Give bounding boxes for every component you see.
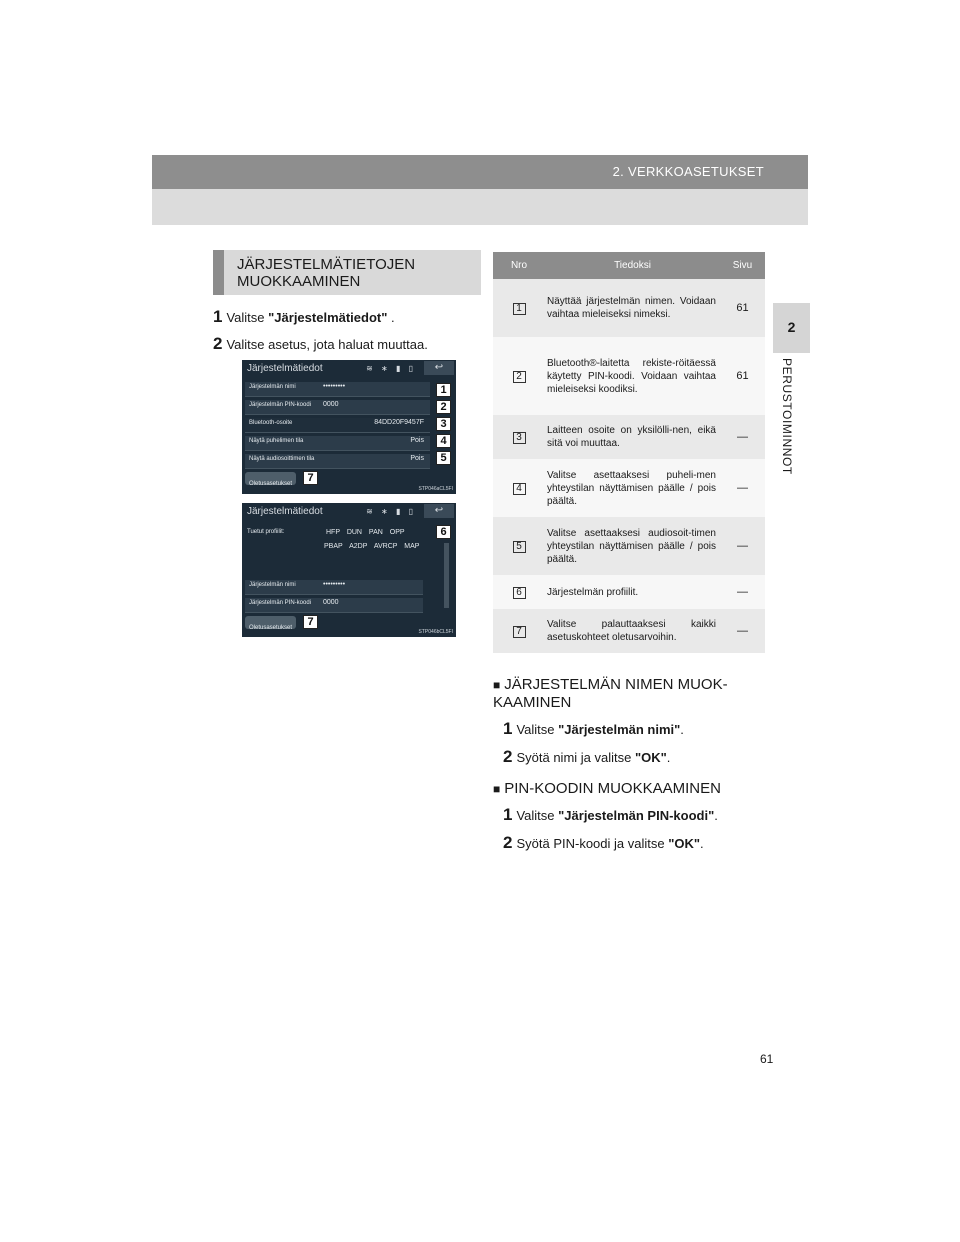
- row-value: 0000: [323, 401, 339, 408]
- row-description: Valitse asettaaksesi puheli-men yhteystilan näyttämisen päälle / pois päältä.: [545, 459, 720, 517]
- row-page: —: [720, 609, 765, 653]
- chapter-title: 2. VERKKOASETUKSET: [612, 164, 764, 179]
- row-label: Näytä audiosoittimen tila: [249, 456, 315, 462]
- section-heading-box: [213, 250, 481, 295]
- row-bluetooth-address: [245, 418, 430, 433]
- row-phone-status[interactable]: [245, 436, 430, 451]
- step-number: 1: [503, 719, 513, 738]
- reset-defaults-button[interactable]: [245, 472, 296, 485]
- step-quoted: "Järjestelmän nimi": [558, 722, 681, 737]
- step-number: 2: [503, 833, 513, 852]
- step-text: Syötä PIN-koodi ja valitse: [516, 836, 669, 851]
- table-header-row: [493, 252, 765, 279]
- subsection-title: PIN-KOODIN MUOKKAAMINEN: [504, 780, 721, 797]
- row-value: Pois: [410, 437, 424, 444]
- figure-code: STP046bCL5FI: [418, 629, 453, 635]
- step-text: Valitse: [516, 808, 559, 823]
- step-1: [213, 307, 395, 327]
- row-page: 61: [720, 279, 765, 337]
- row-value: 84DD20F9457F: [374, 419, 424, 426]
- row-number: 1: [513, 303, 526, 315]
- row-label: Näytä puhelimen tila: [249, 438, 304, 444]
- section-accent-bar: [213, 250, 224, 295]
- row-description: Valitse asettaaksesi audiosoit-timen yhteystilan näyttämisen päälle / pois päältä.: [545, 517, 720, 575]
- scrollbar[interactable]: [444, 543, 449, 608]
- callout-4: 4: [436, 434, 451, 448]
- step-number: 1: [503, 805, 513, 824]
- row-description: Laitteen osoite on yksilölli-nen, eikä sitä voi muuttaa.: [545, 415, 720, 459]
- subsection-title: JÄRJESTELMÄN NIMEN MUOK-KAAMINEN: [493, 676, 728, 711]
- row-number: 4: [513, 483, 526, 495]
- chapter-tab: [773, 303, 810, 353]
- legend-table: [493, 252, 765, 653]
- reset-defaults-label: Oletusasetukset: [249, 625, 293, 631]
- row-label: Järjestelmän nimi: [249, 582, 296, 588]
- square-bullet-icon: ■: [493, 678, 501, 692]
- screenshot-system-info-2: [242, 503, 456, 637]
- profiles-row-1: HFP DUN PAN OPP: [326, 529, 405, 536]
- row-page: —: [720, 517, 765, 575]
- page-number: 61: [760, 1052, 774, 1066]
- row-label: Järjestelmän nimi: [249, 384, 296, 390]
- screenshot-system-info-1: [242, 360, 456, 494]
- step-2: [213, 334, 428, 354]
- callout-3: 3: [436, 417, 451, 431]
- callout-7: 7: [303, 615, 318, 629]
- step-suffix: .: [680, 722, 684, 737]
- callout-2: 2: [436, 400, 451, 414]
- row-description: Järjestelmän profiilit.: [545, 575, 720, 609]
- header-page: Sivu: [720, 252, 765, 279]
- row-audio-status[interactable]: [245, 454, 430, 469]
- status-icons: ≋ ∗ ▮ ▯: [366, 507, 416, 516]
- callout-7: 7: [303, 471, 318, 485]
- step-suffix: .: [714, 808, 718, 823]
- row-number: 6: [513, 587, 526, 599]
- row-description: Näyttää järjestelmän nimen. Voidaan vaihtaa mieleiseksi nimeksi.: [545, 279, 720, 337]
- callout-5: 5: [436, 451, 451, 465]
- chapter-tab-number: 2: [787, 319, 796, 335]
- row-page: —: [720, 575, 765, 609]
- row-system-pin[interactable]: [245, 400, 430, 415]
- step-text: Valitse: [226, 310, 269, 325]
- row-value: Pois: [410, 455, 424, 462]
- step-text: Valitse: [516, 722, 559, 737]
- table-row: [493, 459, 765, 517]
- row-number: 5: [513, 541, 526, 553]
- table-row: [493, 575, 765, 609]
- section-title: JÄRJESTELMÄTIETOJEN MUOKKAAMINEN: [237, 256, 416, 290]
- callout-6: 6: [436, 525, 451, 539]
- step-number: 2: [503, 747, 513, 766]
- back-arrow-icon[interactable]: ↩: [424, 504, 454, 518]
- row-system-name[interactable]: [245, 580, 423, 595]
- row-number: 7: [513, 626, 526, 638]
- step-number: 2: [213, 334, 223, 353]
- pin-step-2: [503, 833, 704, 853]
- table-row: [493, 279, 765, 337]
- step-number: 1: [213, 307, 223, 326]
- step-text: Valitse asetus, jota haluat muuttaa.: [226, 337, 428, 352]
- row-description: Bluetooth®-laitetta rekiste-röitäessä käytetty PIN-koodi. Voidaan vaihtaa mieleiseksi koodiksi.: [545, 337, 720, 415]
- header-info: Tiedoksi: [545, 252, 720, 279]
- figure-code: STP046aCL5FI: [418, 486, 453, 492]
- row-label: Bluetooth-osoite: [249, 420, 293, 426]
- chapter-tab-label: PERUSTOIMINNOT: [780, 358, 794, 475]
- table-row: [493, 415, 765, 459]
- reset-defaults-label: Oletusasetukset: [249, 481, 293, 487]
- row-description: Valitse palauttaaksesi kaikki asetuskohteet oletusarvoihin.: [545, 609, 720, 653]
- profiles-label: Tuetut profiilit:: [247, 529, 285, 535]
- step-suffix: .: [666, 750, 671, 765]
- row-page: —: [720, 459, 765, 517]
- step-quoted: "OK": [668, 836, 701, 851]
- step-quoted: "OK": [634, 750, 667, 765]
- row-value: •••••••••: [323, 581, 346, 588]
- row-label: Järjestelmän PIN-koodi: [249, 402, 312, 408]
- row-value: 0000: [323, 599, 339, 606]
- step-quoted: "Järjestelmän PIN-koodi": [558, 808, 715, 823]
- profiles-row-2: PBAP A2DP AVRCP MAP: [324, 543, 420, 550]
- pin-step-1: [503, 805, 718, 825]
- row-value: •••••••••: [323, 383, 346, 390]
- table-row: [493, 517, 765, 575]
- step-quoted: "Järjestelmätiedot": [268, 310, 388, 325]
- subsection-name-heading: [493, 676, 773, 712]
- status-icons: ≋ ∗ ▮ ▯: [366, 364, 416, 373]
- row-page: —: [720, 415, 765, 459]
- header-no: Nro: [493, 252, 545, 279]
- name-step-2: [503, 747, 670, 767]
- header-sub-bar: [152, 189, 808, 225]
- callout-1: 1: [436, 383, 451, 397]
- back-arrow-icon[interactable]: ↩: [424, 361, 454, 375]
- row-label: Järjestelmän PIN-koodi: [249, 600, 312, 606]
- row-number: 3: [513, 432, 526, 444]
- row-system-name[interactable]: [245, 382, 430, 397]
- chapter-header-bar: [152, 155, 808, 189]
- square-bullet-icon: ■: [493, 782, 501, 796]
- step-text: Syötä nimi ja valitse: [516, 750, 635, 765]
- step-suffix: .: [387, 310, 395, 325]
- step-suffix: .: [700, 836, 704, 851]
- row-number: 2: [513, 371, 526, 383]
- row-system-pin[interactable]: [245, 598, 423, 613]
- subsection-pin-heading: [493, 780, 773, 798]
- screen-title: Järjestelmätiedot: [247, 506, 323, 517]
- table-row: [493, 337, 765, 415]
- table-row: [493, 609, 765, 653]
- row-page: 61: [720, 337, 765, 415]
- screen-title: Järjestelmätiedot: [247, 363, 323, 374]
- reset-defaults-button[interactable]: [245, 616, 296, 629]
- name-step-1: [503, 719, 684, 739]
